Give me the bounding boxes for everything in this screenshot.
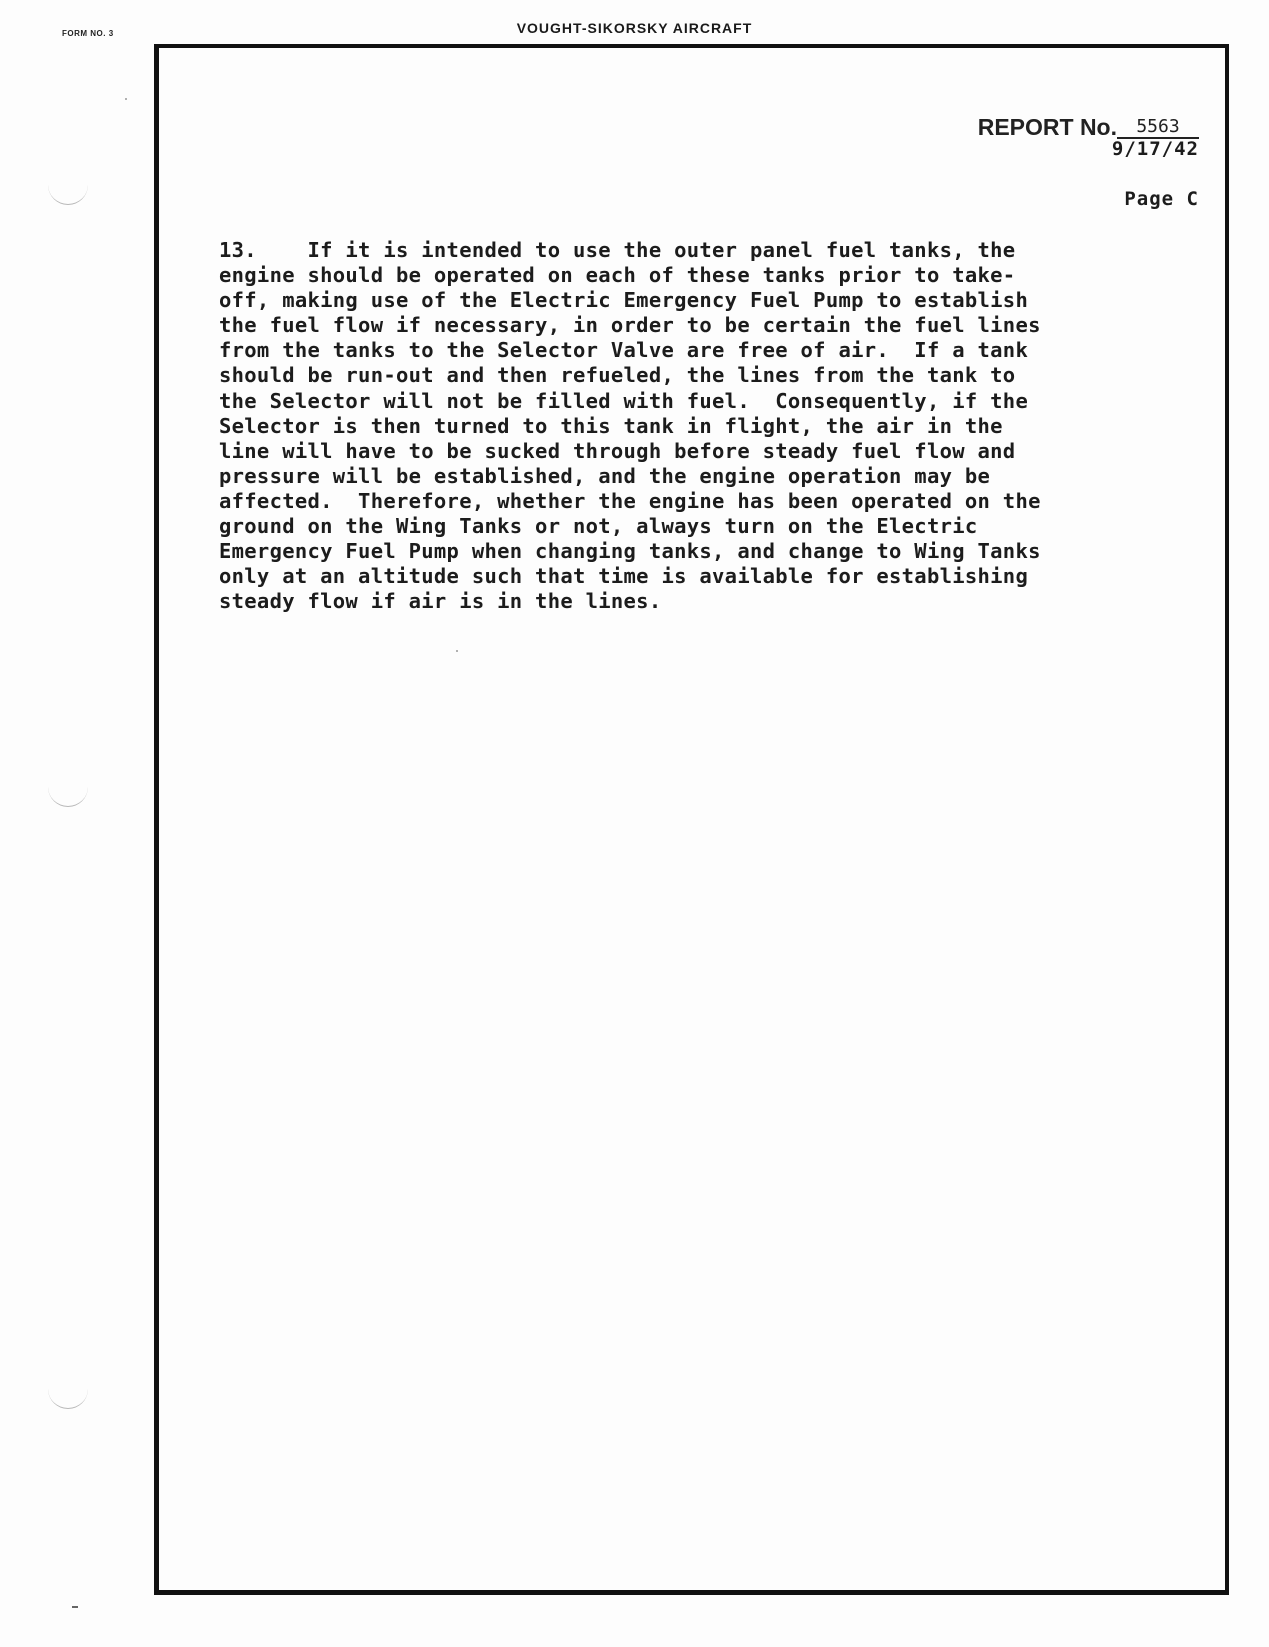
margin-mark [72,1606,78,1608]
report-number-line [978,114,1199,141]
report-frame [154,44,1229,1595]
report-label: REPORT No. [977,114,1117,140]
paper-speck [125,98,127,100]
form-number: FORM NO. 3 [62,29,114,38]
company-name: VOUGHT-SIKORSKY AIRCRAFT [516,20,753,36]
page-label: Page C [1124,188,1199,210]
report-date: 9/17/42 [1111,138,1199,160]
report-number: 5563 [1117,117,1199,139]
paragraph-13: 13. If it is intended to use the outer panel fuel tanks, the engine should be operated on each of these tanks prior to take- off, making use of the Electric Emergency Fuel Pump to establish the fuel flow if necessary, in order to be certain the fuel lines from the tanks to the Selector Valve are free of air. If a tank should be run-out and then refueled, the lines from the tank to the Selector will not be filled with fuel. Consequently, if the Selector is then turned to this tank in flight, the air in the line will have to be sucked through before steady fuel flow and pressure will be established, and the engine operation may be affected. Therefore, whether the engine has been operated on the ground on the Wing Tanks or not, always turn on the Electric Emergency Fuel Pump when changing tanks, and change to Wing Tanks only at an altitude such that time is available for establishing steady flow if air is in the lines. [219,238,1041,614]
